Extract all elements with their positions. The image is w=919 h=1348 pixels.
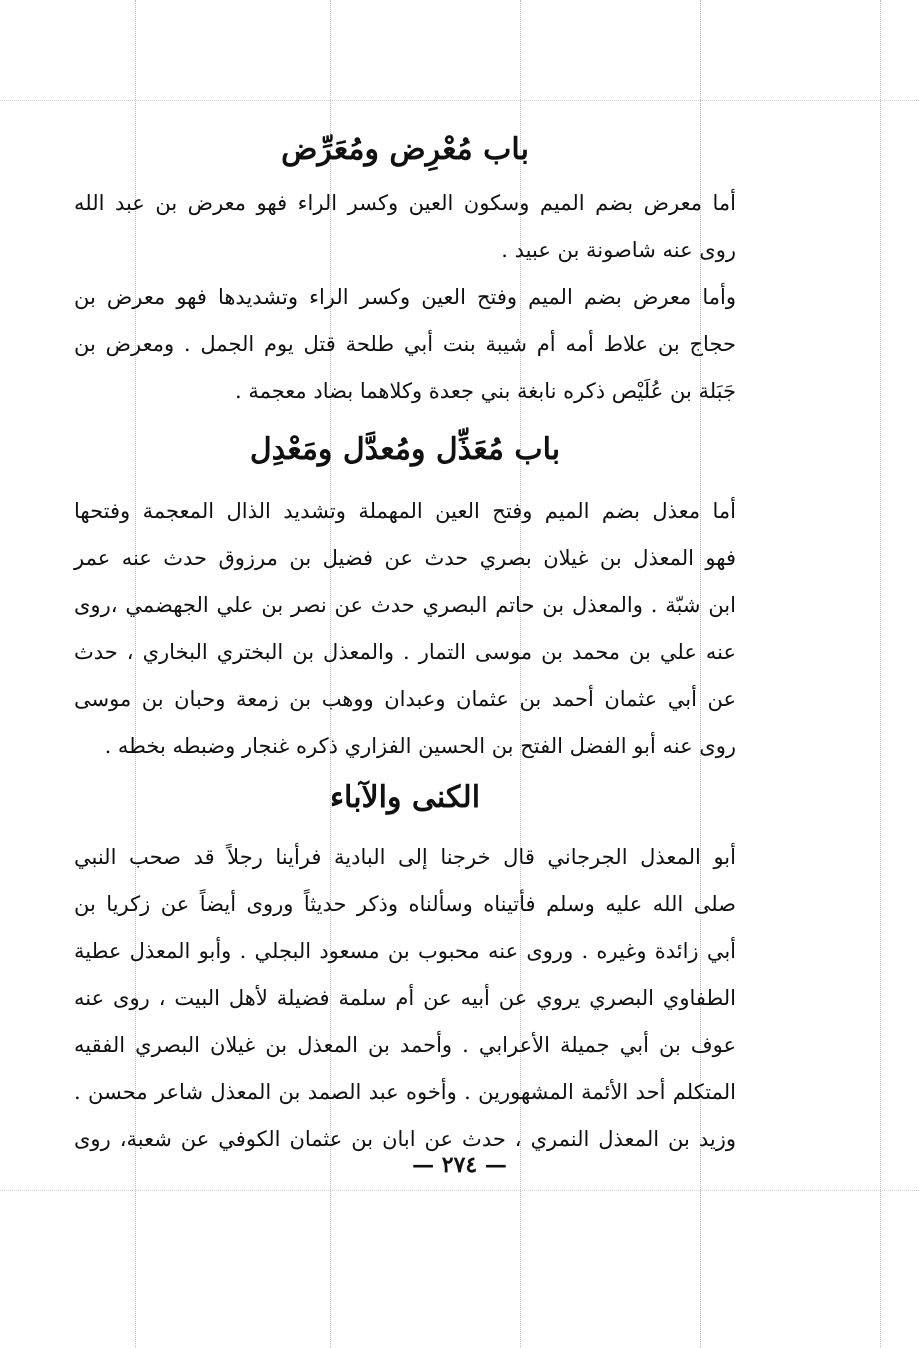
text-line: صلى الله عليه وسلم فأتيناه وسألناه وذكر حديثاً وروى أيضاً عن زكريا بن xyxy=(74,892,736,916)
page-number: — ٢٧٤ — xyxy=(412,1152,507,1178)
text-line: وزيد بن المعذل النمري ، حدث عن ابان بن عثمان الكوفي عن شعبة، روى xyxy=(74,1127,736,1151)
section-heading-1: باب مُعْرِض ومُعَرِّض xyxy=(281,132,529,167)
paragraph-1 xyxy=(74,180,736,274)
text-line: أبي زائدة وغيره . وروى عنه محبوب بن مسعود البجلي . وأبو المعذل عطية xyxy=(74,939,736,963)
text-line: أبو المعذل الجرجاني قال خرجنا إلى البادية فرأينا رجلاً قد صحب النبي xyxy=(74,845,736,869)
text-line: أما معذل بضم الميم وفتح العين المهملة وتشديد الذال المعجمة وفتحها xyxy=(74,499,736,523)
text-line: وأما معرض بضم الميم وفتح العين وكسر الراء وتشديدها فهو معرض بن xyxy=(74,285,736,309)
text-line: عنه علي بن محمد بن موسى التمار . والمعذل بن البختري البخاري ، حدث xyxy=(74,640,736,664)
scan-guide-line xyxy=(0,1190,919,1191)
section-heading-2: باب مُعَذِّل ومُعدَّل ومَعْدِل xyxy=(249,432,561,467)
text-line: عن أبي عثمان أحمد بن عثمان وعبدان ووهب بن زمعة وحبان بن موسى xyxy=(74,687,736,711)
paragraph-2 xyxy=(74,274,736,415)
text-line: جَبَلة بن عُلَيْص ذكره نابغة بني جعدة وكلاهما بضاد معجمة . xyxy=(235,379,736,403)
text-line: عوف بن أبي جميلة الأعرابي . وأحمد بن المعذل بن غيلان البصري الفقيه xyxy=(74,1033,736,1057)
text-line: روى عنه أبو الفضل الفتح بن الحسين الفزاري ذكره غنجار وضبطه بخطه . xyxy=(104,734,736,758)
paragraph-3 xyxy=(74,488,736,770)
text-line: المتكلم أحد الأئمة المشهورين . وأخوه عبد الصمد بن المعذل شاعر محسن . xyxy=(74,1080,736,1104)
text-line: روى عنه شاصونة بن عبيد . xyxy=(501,238,736,262)
text-line: أما معرض بضم الميم وسكون العين وكسر الراء فهو معرض بن عبد الله xyxy=(74,191,736,215)
text-line: الطفاوي البصري يروي عن أبيه عن أم سلمة فضيلة لأهل البيت ، روى عنه xyxy=(74,986,736,1010)
text-line: حجاج بن علاط أمه أم شيبة بنت أبي طلحة قتل يوم الجمل . ومعرض بن xyxy=(74,332,736,356)
scan-guide-line xyxy=(0,100,919,101)
paragraph-4 xyxy=(74,834,736,1163)
text-line: فهو المعذل بن غيلان بصري حدث عن فضيل بن مرزوق حدث عنه عمر xyxy=(74,546,736,570)
text-line: ابن شبّة . والمعذل بن حاتم البصري حدث عن نصر بن علي الجهضمي ،روى xyxy=(74,593,736,617)
section-heading-3: الكنى والآباء xyxy=(329,780,481,815)
scan-guide-line xyxy=(880,0,881,1348)
